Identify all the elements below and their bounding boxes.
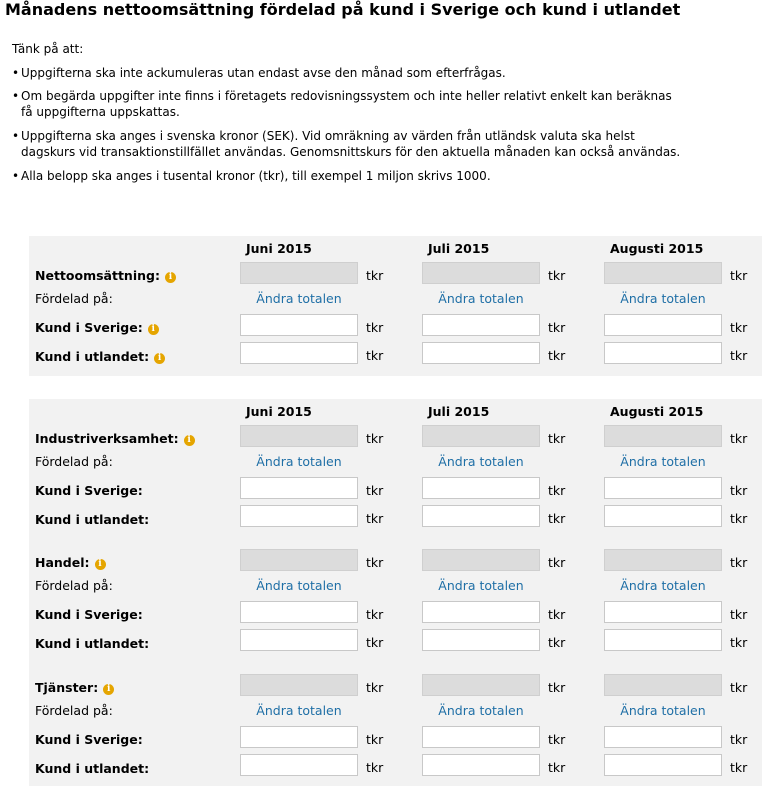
- unit-label: tkr: [366, 732, 384, 747]
- change-total-link[interactable]: Ändra totalen: [256, 578, 342, 593]
- customer-sweden-input[interactable]: [240, 477, 358, 499]
- unit-label: tkr: [730, 555, 748, 570]
- customer-abroad-input[interactable]: [240, 629, 358, 651]
- unit-label: tkr: [730, 732, 748, 747]
- change-total-link[interactable]: Ändra totalen: [438, 578, 524, 593]
- note-text: Om begärda uppgifter inte finns i företagets redovisningssystem och inte heller relativt enkelt kan beräknas få uppgifterna uppskattas.: [21, 89, 672, 119]
- customer-abroad-input[interactable]: [604, 754, 722, 776]
- unit-label: tkr: [730, 607, 748, 622]
- change-total-link[interactable]: Ändra totalen: [256, 291, 342, 306]
- unit-label: tkr: [730, 268, 748, 283]
- unit-label: tkr: [730, 320, 748, 335]
- change-total-link[interactable]: Ändra totalen: [620, 454, 706, 469]
- customer-sweden-label: [35, 320, 159, 335]
- page-title: Månadens nettoomsättning fördelad på kund i Sverige och kund i utlandet: [5, 0, 681, 19]
- customer-abroad-label: [35, 761, 149, 776]
- customer-abroad-label-text: Kund i utlandet:: [35, 349, 150, 364]
- total-label-text: Nettoomsättning:: [35, 268, 160, 283]
- note-text: Alla belopp ska anges i tusental kronor (tkr), till exempel 1 miljon skrivs 1000.: [21, 169, 491, 183]
- unit-label: tkr: [366, 483, 384, 498]
- total-field: [604, 262, 722, 284]
- customer-abroad-label-text: Kund i utlandet:: [35, 636, 150, 651]
- unit-label: tkr: [366, 268, 384, 283]
- customer-sweden-label: [35, 483, 143, 498]
- unit-label: tkr: [366, 680, 384, 695]
- customer-sweden-input[interactable]: [422, 601, 540, 623]
- change-total-link[interactable]: Ändra totalen: [256, 454, 342, 469]
- column-header-month: Juli 2015: [428, 241, 490, 256]
- distributed-label-text: Fördelad på:: [35, 454, 113, 469]
- unit-label: tkr: [366, 320, 384, 335]
- distributed-label: [35, 291, 113, 306]
- change-total-link[interactable]: Ändra totalen: [438, 703, 524, 718]
- note-item: [12, 88, 682, 120]
- info-icon[interactable]: i: [95, 559, 106, 570]
- unit-label: tkr: [366, 555, 384, 570]
- change-total-link[interactable]: Ändra totalen: [620, 578, 706, 593]
- unit-label: tkr: [548, 680, 566, 695]
- unit-label: tkr: [548, 555, 566, 570]
- customer-sweden-label: [35, 607, 143, 622]
- distributed-label-text: Fördelad på:: [35, 291, 113, 306]
- unit-label: tkr: [730, 635, 748, 650]
- unit-label: tkr: [548, 483, 566, 498]
- notes-heading: Tänk på att:: [12, 42, 84, 56]
- customer-abroad-input[interactable]: [422, 629, 540, 651]
- customer-sweden-input[interactable]: [240, 314, 358, 336]
- customer-sweden-label-text: Kund i Sverige:: [35, 483, 143, 498]
- unit-label: tkr: [548, 732, 566, 747]
- total-label: [35, 555, 106, 570]
- info-icon[interactable]: i: [154, 353, 165, 364]
- customer-abroad-input[interactable]: [240, 342, 358, 364]
- info-icon[interactable]: i: [148, 324, 159, 335]
- customer-sweden-input[interactable]: [604, 601, 722, 623]
- info-icon[interactable]: i: [103, 684, 114, 695]
- unit-label: tkr: [730, 760, 748, 775]
- customer-abroad-label: [35, 349, 165, 364]
- unit-label: tkr: [366, 511, 384, 526]
- customer-sweden-label-text: Kund i Sverige:: [35, 607, 143, 622]
- customer-abroad-input[interactable]: [240, 754, 358, 776]
- customer-abroad-label: [35, 512, 149, 527]
- total-field: [240, 262, 358, 284]
- customer-abroad-label-text: Kund i utlandet:: [35, 761, 150, 776]
- info-icon[interactable]: i: [184, 435, 195, 446]
- note-item: [12, 65, 506, 81]
- total-label: [35, 268, 176, 283]
- unit-label: tkr: [730, 680, 748, 695]
- unit-label: tkr: [548, 635, 566, 650]
- info-icon[interactable]: i: [165, 272, 176, 283]
- distributed-label: [35, 454, 113, 469]
- unit-label: tkr: [366, 635, 384, 650]
- customer-abroad-input[interactable]: [422, 342, 540, 364]
- unit-label: tkr: [366, 431, 384, 446]
- column-header-month: Juni 2015: [246, 241, 312, 256]
- customer-sweden-input[interactable]: [604, 726, 722, 748]
- customer-sweden-input[interactable]: [604, 477, 722, 499]
- customer-sweden-input[interactable]: [422, 726, 540, 748]
- distributed-label: [35, 578, 113, 593]
- unit-label: tkr: [548, 320, 566, 335]
- unit-label: tkr: [548, 268, 566, 283]
- unit-label: tkr: [730, 431, 748, 446]
- customer-sweden-label: [35, 732, 143, 747]
- total-field: [422, 262, 540, 284]
- change-total-link[interactable]: Ändra totalen: [256, 703, 342, 718]
- customer-sweden-input[interactable]: [422, 477, 540, 499]
- bullet: •: [12, 66, 20, 80]
- change-total-link[interactable]: Ändra totalen: [620, 291, 706, 306]
- total-label: [35, 431, 195, 446]
- total-label-text: Handel:: [35, 555, 90, 570]
- note-text: Uppgifterna ska anges i svenska kronor (SEK). Vid omräkning av värden från utländsk valuta ska helst dagskurs vid transaktionstillfället användas. Genomsnittskurs för den aktuella månaden kan också användas.: [21, 129, 681, 159]
- unit-label: tkr: [548, 348, 566, 363]
- total-label: [35, 680, 114, 695]
- unit-label: tkr: [730, 348, 748, 363]
- note-item: [12, 128, 684, 160]
- column-header-month: Juli 2015: [428, 404, 490, 419]
- column-header-month: Juni 2015: [246, 404, 312, 419]
- customer-abroad-label: [35, 636, 149, 651]
- customer-abroad-input[interactable]: [604, 629, 722, 651]
- customer-sweden-label-text: Kund i Sverige:: [35, 320, 143, 335]
- total-field: [422, 674, 540, 696]
- column-header-month: Augusti 2015: [610, 241, 704, 256]
- total-field: [422, 425, 540, 447]
- unit-label: tkr: [366, 348, 384, 363]
- column-header-month: Augusti 2015: [610, 404, 704, 419]
- total-label-text: Industriverksamhet:: [35, 431, 179, 446]
- unit-label: tkr: [730, 483, 748, 498]
- customer-sweden-label-text: Kund i Sverige:: [35, 732, 143, 747]
- unit-label: tkr: [366, 760, 384, 775]
- unit-label: tkr: [366, 607, 384, 622]
- total-field: [604, 425, 722, 447]
- unit-label: tkr: [548, 760, 566, 775]
- unit-label: tkr: [548, 607, 566, 622]
- total-label-text: Tjänster:: [35, 680, 99, 695]
- customer-sweden-input[interactable]: [240, 726, 358, 748]
- bullet: •: [12, 129, 20, 143]
- unit-label: tkr: [730, 511, 748, 526]
- distributed-label-text: Fördelad på:: [35, 703, 113, 718]
- customer-abroad-input[interactable]: [604, 505, 722, 527]
- customer-abroad-input[interactable]: [422, 754, 540, 776]
- total-field: [240, 425, 358, 447]
- distributed-label-text: Fördelad på:: [35, 578, 113, 593]
- total-field: [604, 674, 722, 696]
- customer-abroad-input[interactable]: [422, 505, 540, 527]
- bullet: •: [12, 169, 20, 183]
- note-text: Uppgifterna ska inte ackumuleras utan endast avse den månad som efterfrågas.: [21, 66, 506, 80]
- unit-label: tkr: [548, 431, 566, 446]
- distributed-label: [35, 703, 113, 718]
- change-total-link[interactable]: Ändra totalen: [438, 291, 524, 306]
- customer-abroad-label-text: Kund i utlandet:: [35, 512, 150, 527]
- total-field: [240, 549, 358, 571]
- customer-sweden-input[interactable]: [240, 601, 358, 623]
- customer-abroad-input[interactable]: [604, 342, 722, 364]
- change-total-link[interactable]: Ändra totalen: [438, 454, 524, 469]
- customer-sweden-input[interactable]: [604, 314, 722, 336]
- unit-label: tkr: [548, 511, 566, 526]
- bullet: •: [12, 89, 20, 103]
- note-item: [12, 168, 491, 184]
- total-field: [422, 549, 540, 571]
- customer-sweden-input[interactable]: [422, 314, 540, 336]
- total-field: [604, 549, 722, 571]
- customer-abroad-input[interactable]: [240, 505, 358, 527]
- total-field: [240, 674, 358, 696]
- change-total-link[interactable]: Ändra totalen: [620, 703, 706, 718]
